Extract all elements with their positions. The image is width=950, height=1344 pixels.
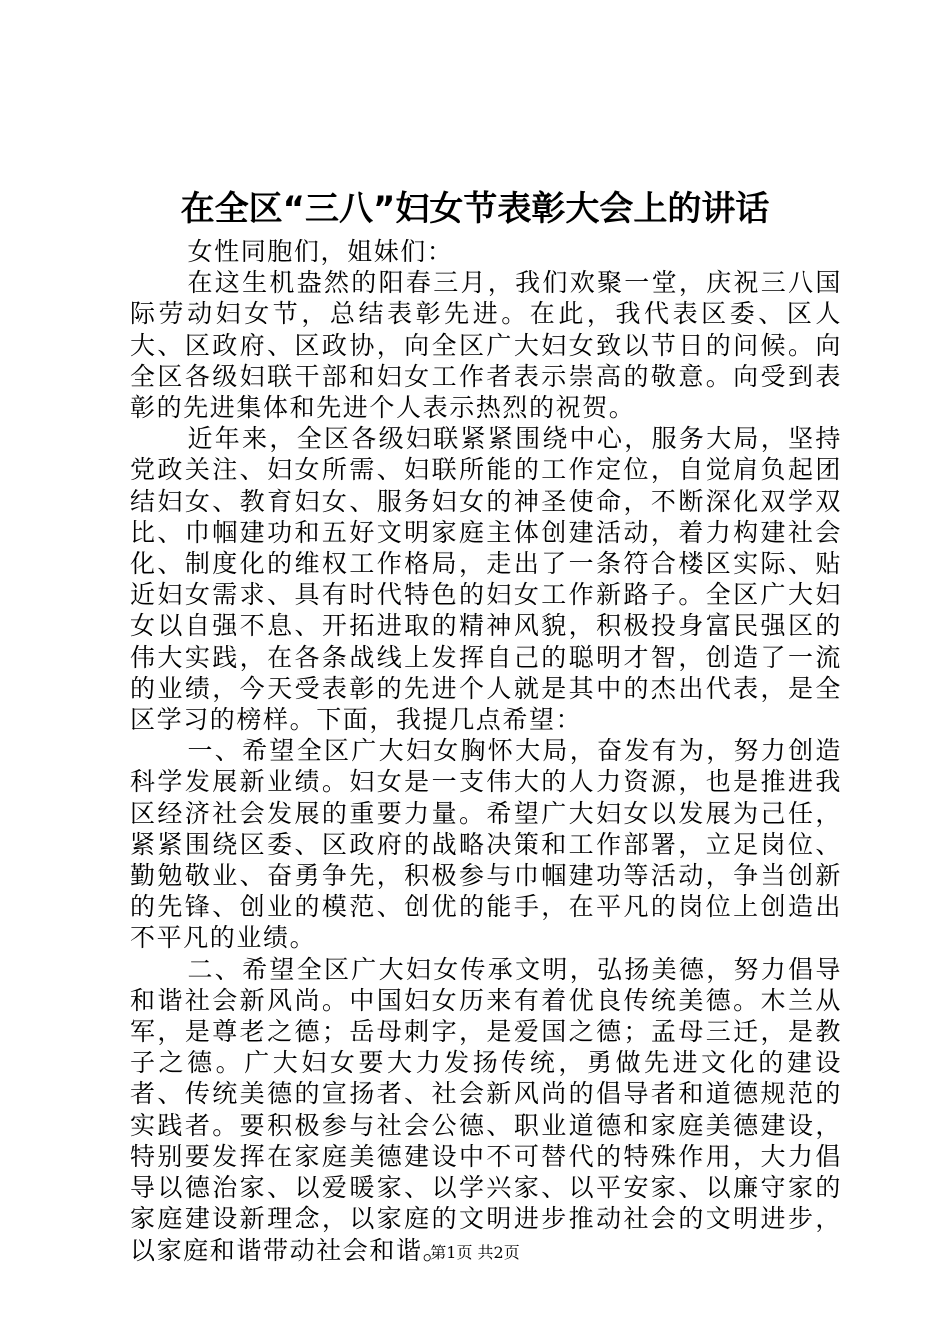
document-body <box>130 236 842 1266</box>
paragraph-hope-two: 二、希望全区广大妇女传承文明，弘扬美德，努力倡导和谐社会新风尚。中国妇女历来有着优良传统美德。木兰从军，是尊老之德；岳母刺字，是爱国之德；孟母三迁，是教子之德。广大妇女要大力发扬传统，勇做先进文化的建设者、传统美德的宣扬者、社会新风尚的倡导者和道德规范的实践者。要积极参与社会公德、职业道德和家庭美德建设，特别要发挥在家庭美德建设中不可替代的特殊作用，大力倡导以德治家、以爱暖家、以学兴家、以平安家、以廉守家的家庭建设新理念，以家庭的文明进步推动社会的文明进步，以家庭和谐带动社会和谐。 <box>130 954 842 1265</box>
paragraph-hope-one: 一、希望全区广大妇女胸怀大局，奋发有为，努力创造科学发展新业绩。妇女是一支伟大的人力资源，也是推进我区经济社会发展的重要力量。希望广大妇女以发展为己任，紧紧围绕区委、区政府的战略决策和工作部署，立足岗位、勤勉敬业、奋勇争先，积极参与巾帼建功等活动，争当创新的先锋、创业的模范、创优的能手，在平凡的岗位上创造出不平凡的业绩。 <box>130 736 842 953</box>
document-title: 在全区“三八”妇女节表彰大会上的讲话 <box>180 189 770 229</box>
page-footer: 第1页 共2页 <box>430 1243 520 1262</box>
paragraph-review: 近年来，全区各级妇联紧紧围绕中心，服务大局，坚持党政关注、妇女所需、妇联所能的工作定位，自觉肩负起团结妇女、教育妇女、服务妇女的神圣使命，不断深化双学双比、巾帼建功和五好文明家庭主体创建活动，着力构建社会化、制度化的维权工作格局，走出了一条符合楼区实际、贴近妇女需求、具有时代特色的妇女工作新路子。全区广大妇女以自强不息、开拓进取的精神风貌，积极投身富民强区的伟大实践，在各条战线上发挥自己的聪明才智，创造了一流的业绩，今天受表彰的先进个人就是其中的杰出代表，是全区学习的榜样。下面，我提几点希望： <box>130 424 842 735</box>
paragraph-opening: 在这生机盎然的阳春三月，我们欢聚一堂，庆祝三八国际劳动妇女节，总结表彰先进。在此，我代表区委、区人大、区政府、区政协，向全区广大妇女致以节日的问候。向全区各级妇联干部和妇女工作者表示崇高的敬意。向受到表彰的先进集体和先进个人表示热烈的祝贺。 <box>130 268 842 423</box>
salutation: 女性同胞们，姐妹们： <box>187 237 454 266</box>
